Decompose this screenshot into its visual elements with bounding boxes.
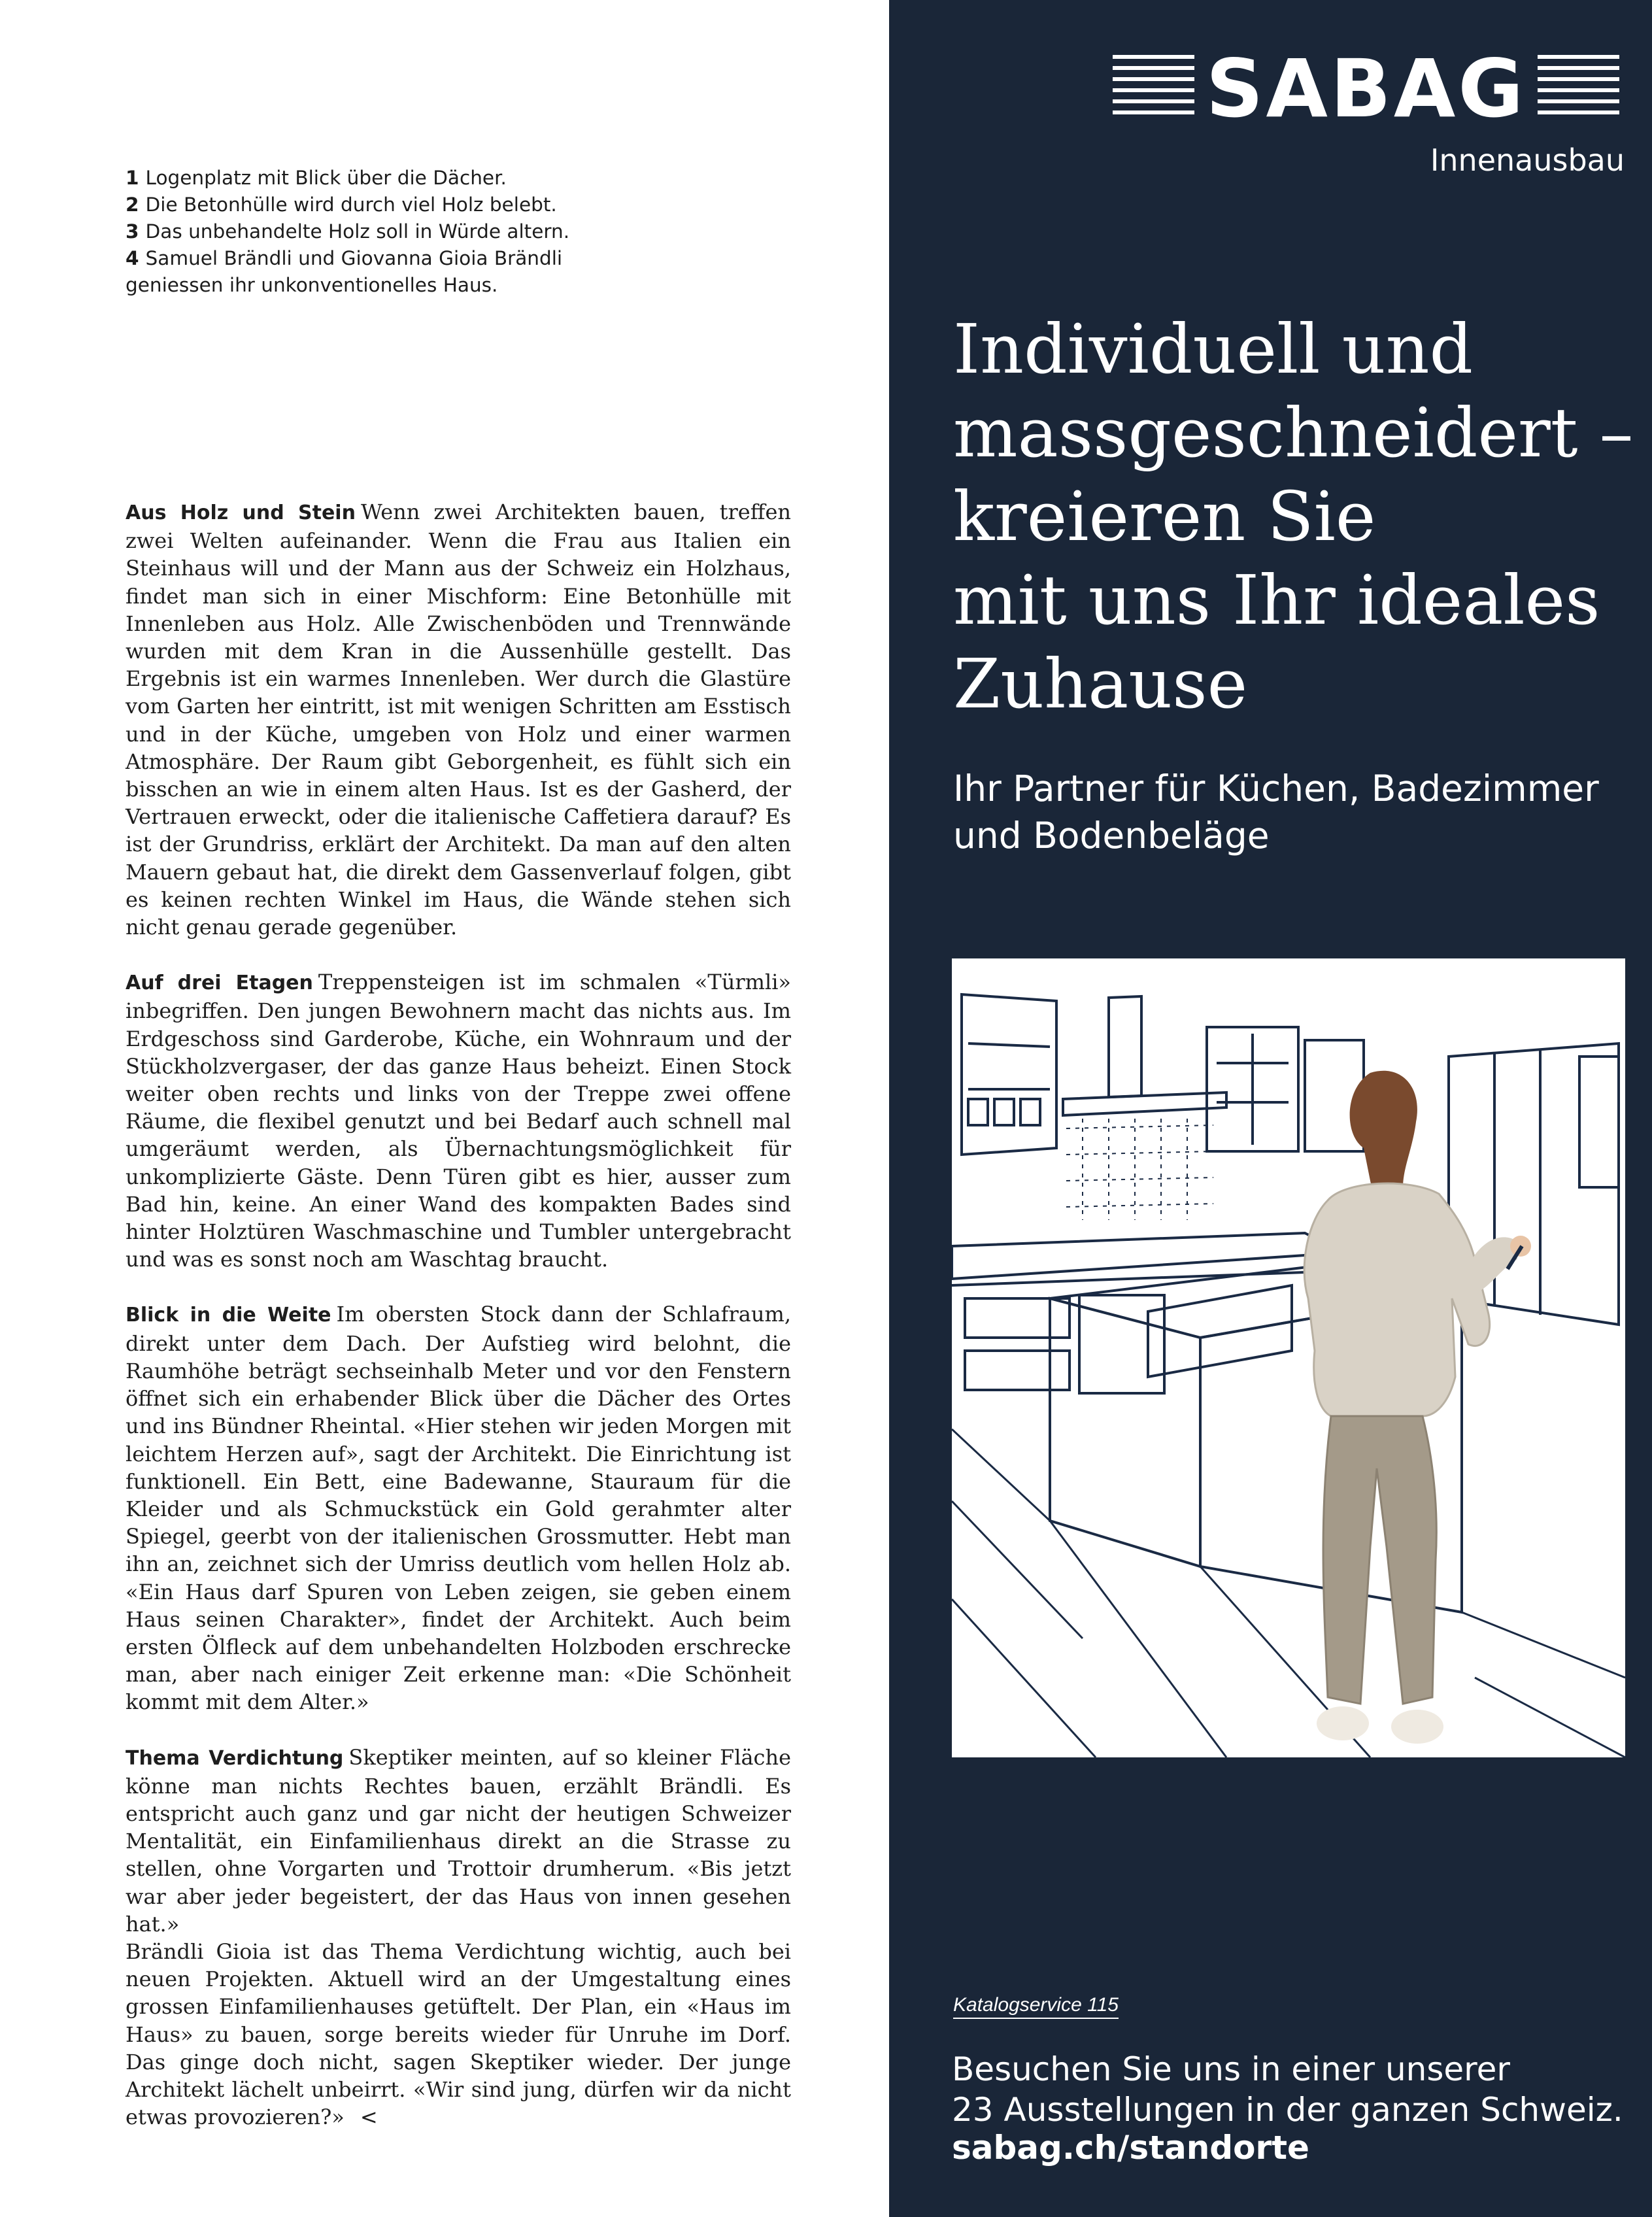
subhead-line: Ihr Partner für Küchen, Badezimmer (953, 768, 1599, 809)
article-body (126, 498, 791, 2158)
headline-line: massgeschneidert – (953, 393, 1634, 473)
headline-line: kreieren Sie (953, 477, 1376, 556)
section-text: Skeptiker meinten, auf so kleiner Fläche könne man nichts Rechtes bauen, erzählt Brändli. Es entspricht auch ganz und gar nicht der heutigen Schweizer Mentalität, ein Einfamilienhaus direkt an die Strasse zu stellen, ohne Vorgarten und Trottoir drumherum. «Bis jetzt war aber jeder begeistert, der das Haus von innen gesehen hat.» (126, 1744, 792, 1937)
section-heading: Auf drei Etagen (126, 972, 313, 995)
left-shoe (1317, 1706, 1369, 1740)
logo-subbrand: Innenausbau (1430, 143, 1625, 178)
section-heading: Blick in die Weite (126, 1304, 331, 1327)
logo-wordmark: SABAG (1205, 42, 1526, 135)
catalog-service-label: Katalogservice 115 (953, 1994, 1119, 2019)
article-section (126, 1744, 791, 1938)
end-mark: < (360, 2105, 378, 2130)
caption-item: 1 Logenplatz mit Blick über die Dächer. (126, 167, 507, 189)
section-heading: Aus Holz und Stein (126, 501, 356, 524)
caption-item: 2 Die Betonhülle wird durch viel Holz belebt. (126, 194, 557, 216)
ad-subheadline (953, 765, 1633, 859)
headline-line: mit uns Ihr ideales (953, 560, 1600, 640)
ad-website-link[interactable]: sabag.ch/standorte (952, 2129, 1309, 2167)
headline-line: Individuell und (953, 309, 1474, 389)
ad-headline (953, 307, 1633, 726)
kitchen-sketch-illustration (952, 958, 1625, 1757)
subhead-line: und Bodenbeläge (953, 815, 1270, 856)
closing-text: Brändli Gioia ist das Thema Verdichtung wichtig, auch bei neuen Projekten. Aktuell wird an der Umgestaltung eines grossen Einfamilienhauses getüftelt. Der Plan, ein «Haus im Haus» zu bauen, sorge bereits wieder für Unruhe im Dorf. Das ginge doch nicht, sagen Skeptiker wieder. Der junge Architekt lächelt unbeirrt. «Wir sind jung, dürfen wir da nicht etwas provozieren?» (126, 1938, 791, 2130)
sabag-advertisement (889, 0, 1652, 2217)
ad-call-to-action (952, 2049, 1645, 2130)
article-closing-paragraph (126, 1938, 791, 2131)
caption-item: 4 Samuel Brändli und Giovanna Gioia Brändli geniessen ihr unkonventionelles Haus. (126, 247, 563, 296)
section-text: Treppensteigen ist im schmalen «Türmli» inbegriffen. Den jungen Bewohnern macht das nichts aus. Im Erdgeschoss sind Garderobe, Küche, ein Wohnraum und der Stückholzvergaser, der das ganze Haus beheizt. Einen Stock weiter oben rechts und links von der Treppe zwei offene Räume, die flexibel genutzt und bei Bedarf auch schnell mal umgeräumt werden, als Übernachtungsmöglichkeit für unkomplizierte Gäste. Denn Türen gibt es hier, ausser zum Bad hin, keine. An einer Wand des kompakten Bades sind hinter Holztüren Waschmaschine und Tumbler untergebracht und was es sonst noch am Waschtag braucht. (126, 970, 792, 1272)
right-shoe (1391, 1710, 1443, 1744)
section-text: Wenn zwei Architekten bauen, treffen zwei Welten aufeinander. Wenn die Frau aus Italien ein Steinhaus will und der Mann aus der Schweiz ein Holzhaus, findet man sich in einer Mischform: Eine Betonhülle mit Innenleben aus Holz. Alle Zwischenböden und Trennwände wurden mit dem Kran in die Aussenhülle gestellt. Das Ergebnis ist ein warmes Innenleben. Wer durch die Glastüre vom Garten her eintritt, ist mit wenigen Schritten am Esstisch und in der Küche, umgeben von Holz und einer warmen Atmosphäre. Der Raum gibt Geborgenheit, es fühlt sich ein bisschen an wie in einem alten Haus. Ist es der Gasherd, der Vertrauen erweckt, oder die italienische Caffetiera darauf? Es ist der Grundriss, erklärt der Architekt. Da man auf den alten Mauern gebaut hat, die direkt dem Gassenverlauf folgen, gibt es keinen rechten Winkel im Haus, die Wände stehen sich nicht genau gerade gegenüber. (126, 499, 791, 940)
article-section (126, 1300, 791, 1716)
sabag-logo (1113, 42, 1619, 135)
logo-stripes-right (1538, 55, 1619, 123)
caption-item: 3 Das unbehandelte Holz soll in Würde altern. (126, 220, 570, 243)
section-text: Im obersten Stock dann der Schlafraum, direkt unter dem Dach. Der Aufstieg wird belohnt, die Raumhöhe beträgt sechseinhalb Meter und vor den Fenstern öffnet sich ein erhabender Blick über die Dächer des Ortes und ins Bündner Rheintal. «Hier stehen wir jeden Morgen mit leichtem Herzen auf», sagt der Architekt. Die Einrichtung ist funktionell. Ein Bett, eine Badewanne, Stauraum für die Kleider und als Schmuckstück ein Gold gerahmter alter Spiegel, geerbt von der italienischen Grossmutter. Hebt man ihn an, zeichnet sich der Umriss deutlich vom hellen Holz ab. «Ein Haus darf Spuren von Leben zeigen, sie geben einem Haus seinen Charakter», findet der Architekt. Auch beim ersten Ölfleck auf dem unbehandelten Holzboden erschrecke man, aber nach einiger Zeit erkenne man: «Die Schönheit kommt mit dem Alter.» (126, 1302, 792, 1715)
headline-line: Zuhause (953, 644, 1248, 724)
article-section (126, 968, 791, 1273)
article-section (126, 498, 791, 941)
photo-captions (126, 165, 596, 299)
section-heading: Thema Verdichtung (126, 1746, 344, 1770)
cta-line: 23 Ausstellungen in der ganzen Schweiz. (952, 2091, 1623, 2129)
cta-line: Besuchen Sie uns in einer unserer (952, 2050, 1510, 2088)
